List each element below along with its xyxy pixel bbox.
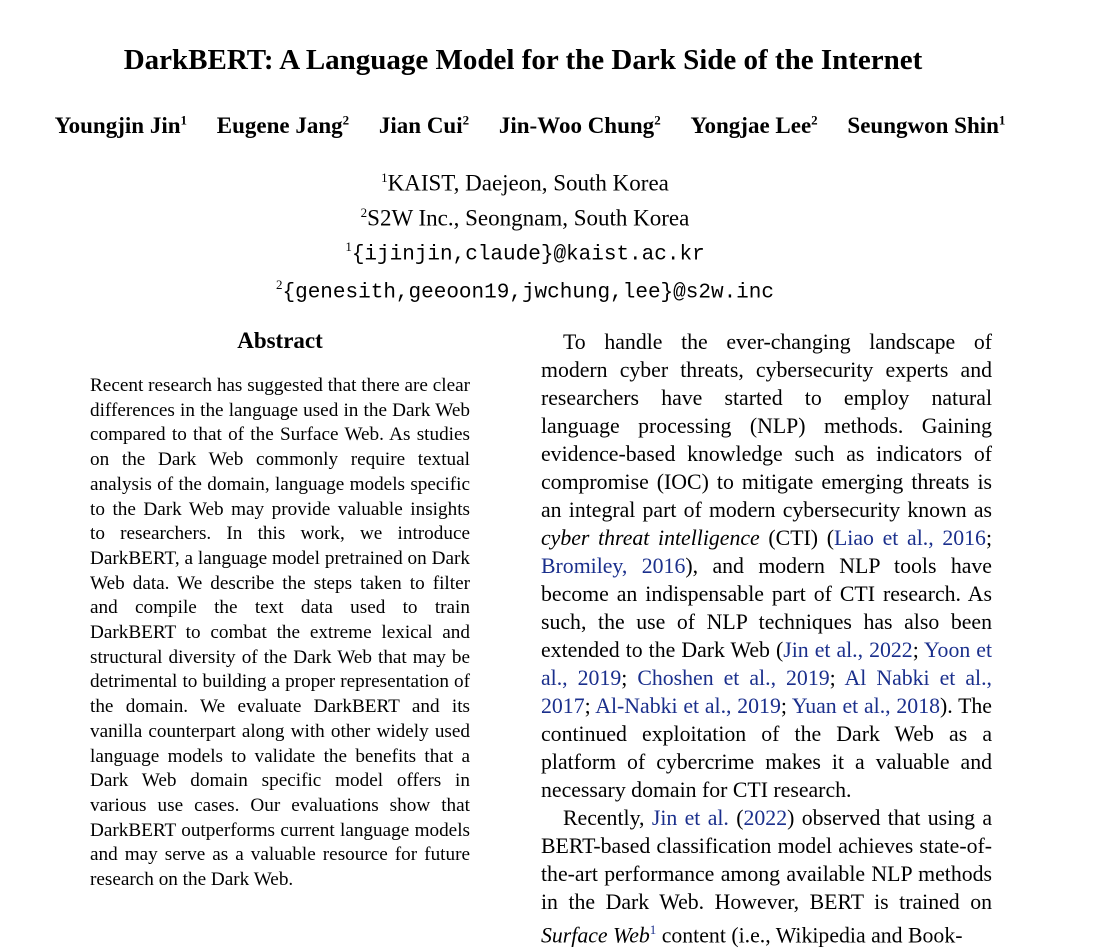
intro-paragraph: To handle the ever-changing landscape of modern cyber threats, cybersecurity experts and researchers have started to employ natural language processing (NLP) methods. Gaining evidence-based knowledge such as indicators of compromise (IOC) to mitigate emerging threats is an integral part of modern cybersecurity known as cyber threat intelligence (CTI) (Liao et al., 2016; Bromiley, 2016), and modern NLP tools have become an indispensable part of CTI research. As such, the use of NLP techniques has also been extended to the Dark Web (Jin et al., 2022; Yoon et al., 2019; Choshen et al., 2019; Al Nabki et al., 2017; Al-Nabki et al., 2019; Yuan et al., 2018). The continued exploitation of the Dark Web as a platform of cybercrime makes it a valuable and necessary domain for CTI research.: [541, 330, 993, 802]
footnote-link[interactable]: 1: [649, 922, 657, 937]
citation-link[interactable]: Jin et al., 2022: [783, 638, 913, 662]
citation-link[interactable]: Yoon et al., 2019: [541, 638, 992, 690]
author-list: [0, 104, 1060, 142]
citation-link[interactable]: 2022: [743, 806, 788, 830]
citation-link[interactable]: Liao et al., 2016: [833, 526, 986, 550]
citation-link[interactable]: Choshen et al., 2019: [637, 666, 830, 690]
abstract-heading: Abstract: [237, 328, 323, 353]
citation-link[interactable]: Yuan et al., 2018: [791, 694, 940, 718]
author: Eugene Jang$^2$: [216, 112, 350, 138]
author: Youngjin Jin$^1$: [54, 112, 187, 138]
author: Jin-Woo Chung$^2$: [498, 112, 661, 138]
author: Yongjae Lee$^2$: [690, 112, 818, 138]
author: Seungwon Shin$^1$: [847, 112, 1006, 138]
author: Jian Cui$^2$: [378, 112, 470, 138]
email: $^2${genesith,geeoon19,jwchung,lee}@s2w.inc: [276, 276, 774, 305]
affiliation: $^2$S2W Inc., Seongnam, South Korea: [360, 204, 690, 231]
intro-paragraph: Recently, Jin et al. (2022) observed that using a BERT-based classification model achieves state-of-the-art performance among available NLP methods in the Dark Web. However, BERT is trained on Surface Web$^1$ content (i.e., Wikipedia and Book-: [541, 806, 992, 948]
citation-link[interactable]: Bromiley, 2016: [541, 554, 686, 578]
affiliations: [0, 163, 1050, 308]
abstract-text: Recent research has suggested that there are clear differences in the language used in the Dark Web compared to that of the Surface Web. As studies on the Dark Web commonly require textual analysis of the domain, language models specific to the Dark Web may provide valuable insights to researchers. In this work, we introduce DarkBERT, a language model pretrained on Dark Web data. We describe the steps taken to filter and compile the text data used to train DarkBERT to combat the extreme lexical and structural diversity of the Dark Web that may be detrimental to building a proper representation of the domain. We evaluate DarkBERT and its vanilla counterpart along with other widely used language models to validate the benefits that a Dark Web domain specific model offers in various use cases. Our evaluations show that DarkBERT outperforms current language models and may serve as a valuable resource for future research on the Dark Web.: [90, 375, 470, 891]
citation-link[interactable]: Al Nabki et al., 2017: [541, 666, 992, 718]
paper-title: DarkBERT: A Language Model for the Dark Side of the Internet: [123, 44, 923, 76]
citation-link[interactable]: Al-Nabki et al., 2019: [595, 694, 781, 718]
affiliation: $^1$KAIST, Daejeon, South Korea: [381, 170, 669, 196]
introduction-text: [541, 328, 992, 949]
email: $^1${ijinjin,claude}@kaist.ac.kr: [345, 239, 705, 267]
citation-link[interactable]: Jin et al.: [651, 806, 729, 830]
